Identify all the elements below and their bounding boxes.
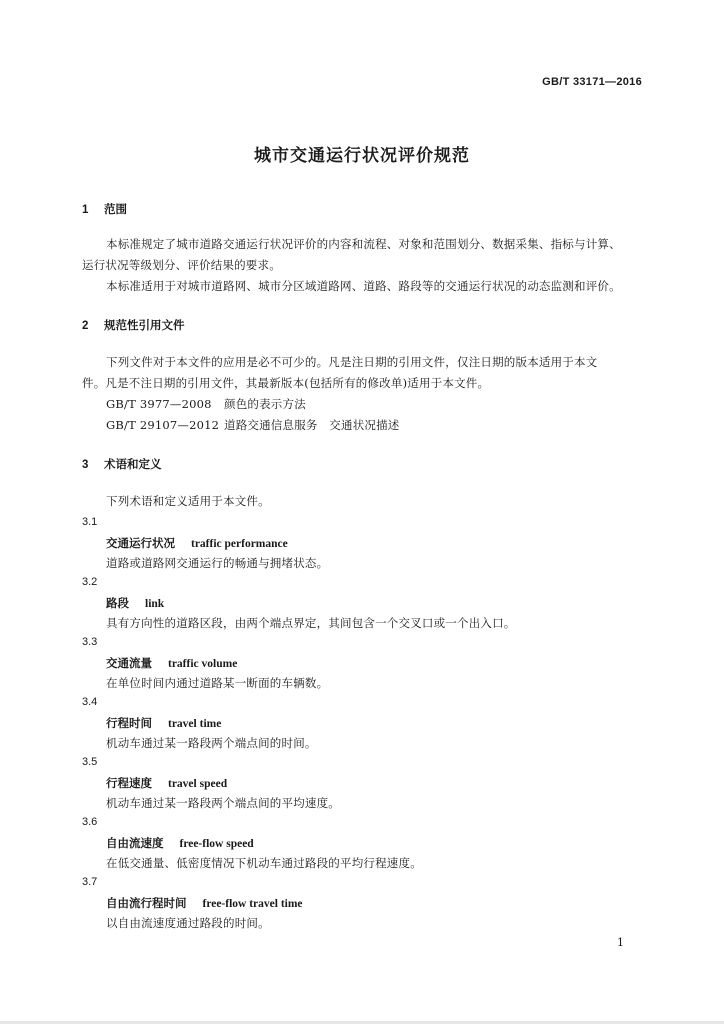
normative-reference [106,396,306,412]
reference-title: 颜色的表示方法 [224,397,306,411]
normative-reference [106,417,400,433]
term-heading [106,775,227,791]
document-title: 城市交通运行状况评价规范 [254,146,470,166]
section-3-heading [82,456,162,472]
term-english: traffic performance [191,538,288,550]
term-heading [106,835,254,851]
section-title: 术语和定义 [104,457,162,471]
section-title: 规范性引用文件 [104,318,185,332]
term-english: free-flow speed [179,838,254,850]
standard-number: GB/T 33171—2016 [542,76,642,88]
term-english: travel speed [168,778,228,790]
term-number: 3.3 [82,636,98,648]
term-number: 3.2 [82,576,98,588]
term-number: 3.6 [82,816,98,828]
section-3-intro: 下列术语和定义适用于本文件。 [106,494,270,508]
term-chinese: 行程速度 [106,776,152,790]
section-2-intro-line-2: 件。凡是不注日期的引用文件，其最新版本(包括所有的修改单)适用于本文件。 [82,376,490,390]
section-number: 2 [82,320,89,332]
term-definition: 以自由流速度通过路段的时间。 [106,916,270,930]
section-1-para-1-line-2: 运行状况等级划分、评价结果的要求。 [82,258,281,272]
term-chinese: 行程时间 [106,716,152,730]
term-number: 3.1 [82,516,98,528]
term-number: 3.5 [82,756,98,768]
term-english: travel time [168,718,222,730]
term-heading [106,535,288,551]
section-1-para-2: 本标准适用于对城市道路网、城市分区域道路网、道路、路段等的交通运行状况的动态监测和评价。 [106,279,621,293]
section-1-heading [82,201,127,217]
term-english: free-flow travel time [202,898,303,910]
section-2-heading [82,317,185,333]
reference-code: GB/T 3977—2008 [106,397,212,411]
term-definition: 道路或道路网交通运行的畅通与拥堵状态。 [106,556,329,570]
term-chinese: 路段 [106,596,129,610]
term-heading [106,655,237,671]
term-heading [106,715,221,731]
term-chinese: 交通流量 [106,656,152,670]
section-2-intro-line-1: 下列文件对于本文件的应用是必不可少的。凡是注日期的引用文件，仅注日期的版本适用于本文 [106,355,598,369]
term-number: 3.7 [82,876,98,888]
reference-code: GB/T 29107—2012 [106,418,220,432]
section-number: 1 [82,204,89,216]
section-title: 范围 [104,202,127,216]
section-1-para-1-line-1: 本标准规定了城市道路交通运行状况评价的内容和流程、对象和范围划分、数据采集、指标与计算、 [106,237,621,251]
term-english: traffic volume [168,658,238,670]
term-chinese: 交通运行状况 [106,536,175,550]
term-english: link [145,598,165,610]
term-chinese: 自由流行程时间 [106,896,187,910]
term-definition: 具有方向性的道路区段，由两个端点界定，其间包含一个交叉口或一个出入口。 [106,616,516,630]
reference-title: 道路交通信息服务 交通状况描述 [224,418,400,432]
section-number: 3 [82,459,89,471]
term-chinese: 自由流速度 [106,836,164,850]
term-definition: 在低交通量、低密度情况下机动车通过路段的平均行程速度。 [106,856,422,870]
term-number: 3.4 [82,696,98,708]
term-heading [106,595,164,611]
term-definition: 机动车通过某一路段两个端点间的时间。 [106,736,317,750]
page-number: 1 [617,936,624,949]
term-definition: 在单位时间内通过道路某一断面的车辆数。 [106,676,329,690]
term-heading [106,895,303,911]
term-definition: 机动车通过某一路段两个端点间的平均速度。 [106,796,340,810]
